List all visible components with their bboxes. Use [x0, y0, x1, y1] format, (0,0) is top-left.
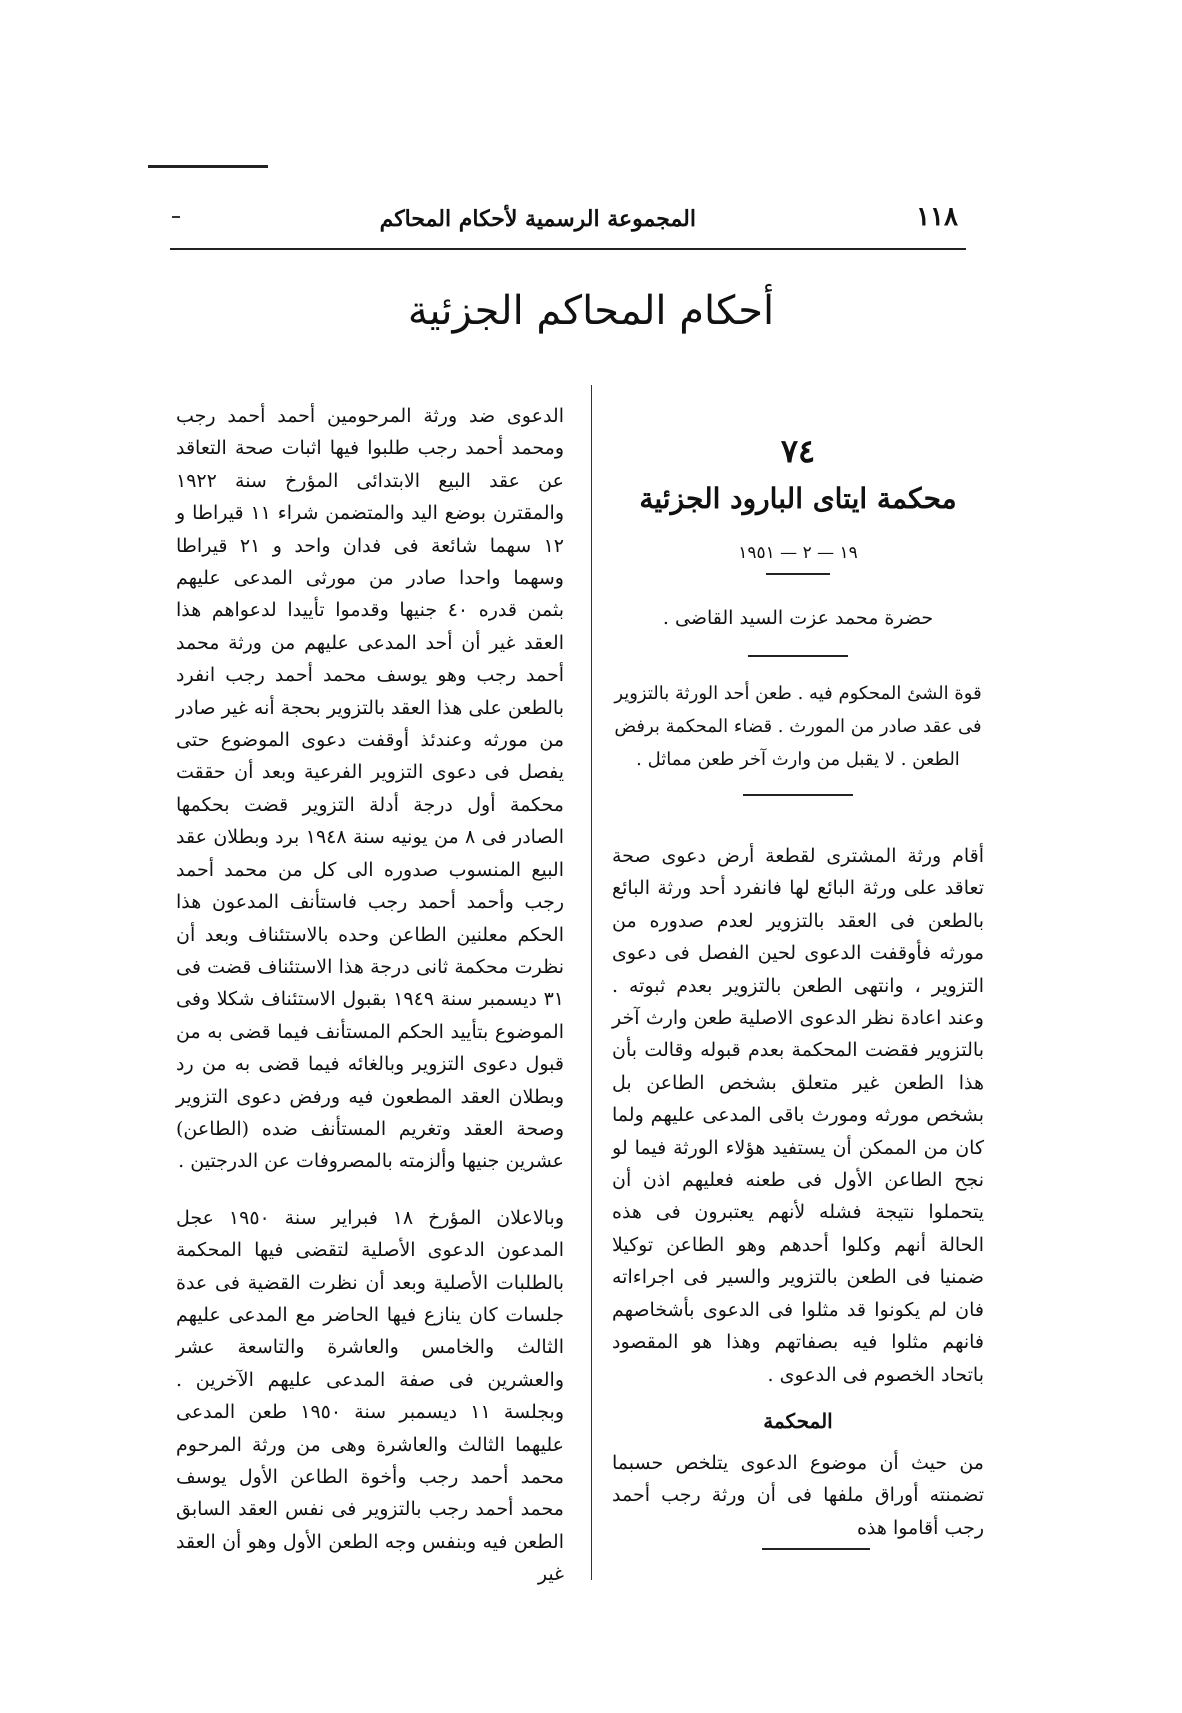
divider-rule [748, 655, 848, 657]
bottom-rule [762, 1548, 870, 1550]
ruling-heading: المحكمة [763, 1408, 833, 1433]
left-column [176, 400, 564, 1591]
top-rule [148, 165, 268, 168]
judge-name: حضرة محمد عزت السيد القاضى . [662, 607, 934, 629]
case-number: ٧٤ [780, 432, 816, 470]
case-facts: أقام ورثة المشترى لقطعة أرض دعوى صحة تعاقد على ورثة البائع لها فانفرد أحد ورثة البائع بالطعن فى العقد بالتزوير لعدم صدوره من مورثه فأوقفت الدعوى لحين الفصل فى دعوى التزوير ، وانتهى الطعن بالتزوير بعدم ثبوته . وعند اعادة نظر الدعوى الاصلية طعن وارث آخر بالتزوير فقضت المحكمة بعدم قبوله وقالت بأن هذا الطعن غير متعلق بشخص الطاعن بل بشخص مورثه ومورث باقى المدعى عليهم ولما كان من الممكن أن يستفيد هؤلاء الورثة فيما لو نجح الطاعن الأول فى طعنه فعليهم اذن أن يتحملوا نتيجة فشله لأنهم يعتبرون فى هذه الحالة أنهم وكلوا أحدهم وهو الطاعن توكيلا ضمنيا فى الطعن بالتزوير والسير فى اجراءاته فان لم يكونوا قد مثلوا فى الدعوى بأشخاصهم فانهم مثلوا فيه بصفاتهم وهذا هو المقصود باتحاد الخصوم فى الدعوى . [612, 845, 984, 1386]
body-paragraph: الدعوى ضد ورثة المرحومين أحمد أحمد رجب ومحمد أحمد رجب طلبوا فيها اثبات صحة التعاقد عن عقد البيع الابتدائى المؤرخ سنة ١٩٢٢ والمقترن بوضع اليد والمتضمن شراء ١١ قيراطا و ١٢ سهما شائعة فى فدان واحد و ٢١ قيراطا وسهما واحدا صادر من مورثى المدعى عليهم بثمن قدره ٤٠ جنيها وقدموا تأييدا لدعواهم هذا العقد غير أن أحد المدعى عليهم من ورثة محمد أحمد رجب وهو يوسف محمد أحمد رجب انفرد بالطعن على هذا العقد بالتزوير بحجة أنه غير صادر من مورثه وعندئذ أوقفت دعوى الموضوع حتى يفصل فى دعوى التزوير الفرعية وبعد أن حققت محكمة أول درجة أدلة التزوير قضت بحكمها الصادر فى ٨ من يونيه سنة ١٩٤٨ برد وبطلان عقد البيع المنسوب صدوره الى كل من محمد أحمد رجب وأحمد أحمد رجب فاستأنف المدعون هذا الحكم معلنين الطاعن وحده بالاستئناف وبعد أن نظرت محكمة ثانى درجة هذا الاستئناف قضت فى ٣١ ديسمبر سنة ١٩٤٩ بقبول الاستئناف شكلا وفى الموضوع بتأييد الحكم المستأنف فيما قضى به من قبول دعوى التزوير وبالغائه فيما قضى به من رد وبطلان العقد المطعون فيه ورفض دعوى التزوير وصحة العقد وتغريم المستأنف ضده (الطاعن) عشرين جنيها وألزمته بالمصروفات عن الدرجتين . [176, 405, 565, 1173]
body-paragraph: وبالاعلان المؤرخ ١٨ فبراير سنة ١٩٥٠ عجل المدعون الدعوى الأصلية لتقضى فيها المحكمة بالطلبات الأصلية وبعد أن نظرت القضية فى عدة جلسات كان ينازع فيها الحاضر مع المدعى عليهم الثالث والخامس والعاشرة والتاسعة عشر والعشرين فى صفة المدعى عليهم الآخرين . وبجلسة ١١ ديسمبر سنة ١٩٥٠ طعن المدعى عليهما الثالث والعاشرة وهى من ورثة المرحوم محمد أحمد رجب وأخوة الطاعن الأول يوسف محمد أحمد رجب بالتزوير فى نفس العقد السابق الطعن فيه وبنفس وجه الطعن الأول وهو أن العقد غير [176, 1206, 565, 1586]
page-header [170, 200, 966, 250]
column-divider [591, 385, 592, 1580]
section-title: أحكام المحاكم الجزئية [407, 288, 775, 334]
divider-rule [743, 794, 853, 796]
running-title: المجموعة الرسمية لأحكام المحاكم [379, 206, 696, 232]
case-date: ١٩ — ٢ — ١٩٥١ [738, 543, 858, 563]
divider-rule [766, 573, 830, 575]
right-column [612, 400, 984, 1544]
ruling-text: من حيث أن موضوع الدعوى يتلخص حسبما تضمنته أوراق ملفها فى أن ورثة رجب أحمد رجب أقاموا هذه [612, 1451, 984, 1539]
court-name: محكمة ايتاى البارود الجزئية [639, 482, 957, 515]
page-number: ١١٨ [916, 202, 958, 232]
headnote: قوة الشئ المحكوم فيه . طعن أحد الورثة بالتزوير فى عقد صادر من المورث . قضاء المحكمة برفض الطعن . لا يقبل من وارث آخر طعن مماثل . [614, 683, 982, 770]
